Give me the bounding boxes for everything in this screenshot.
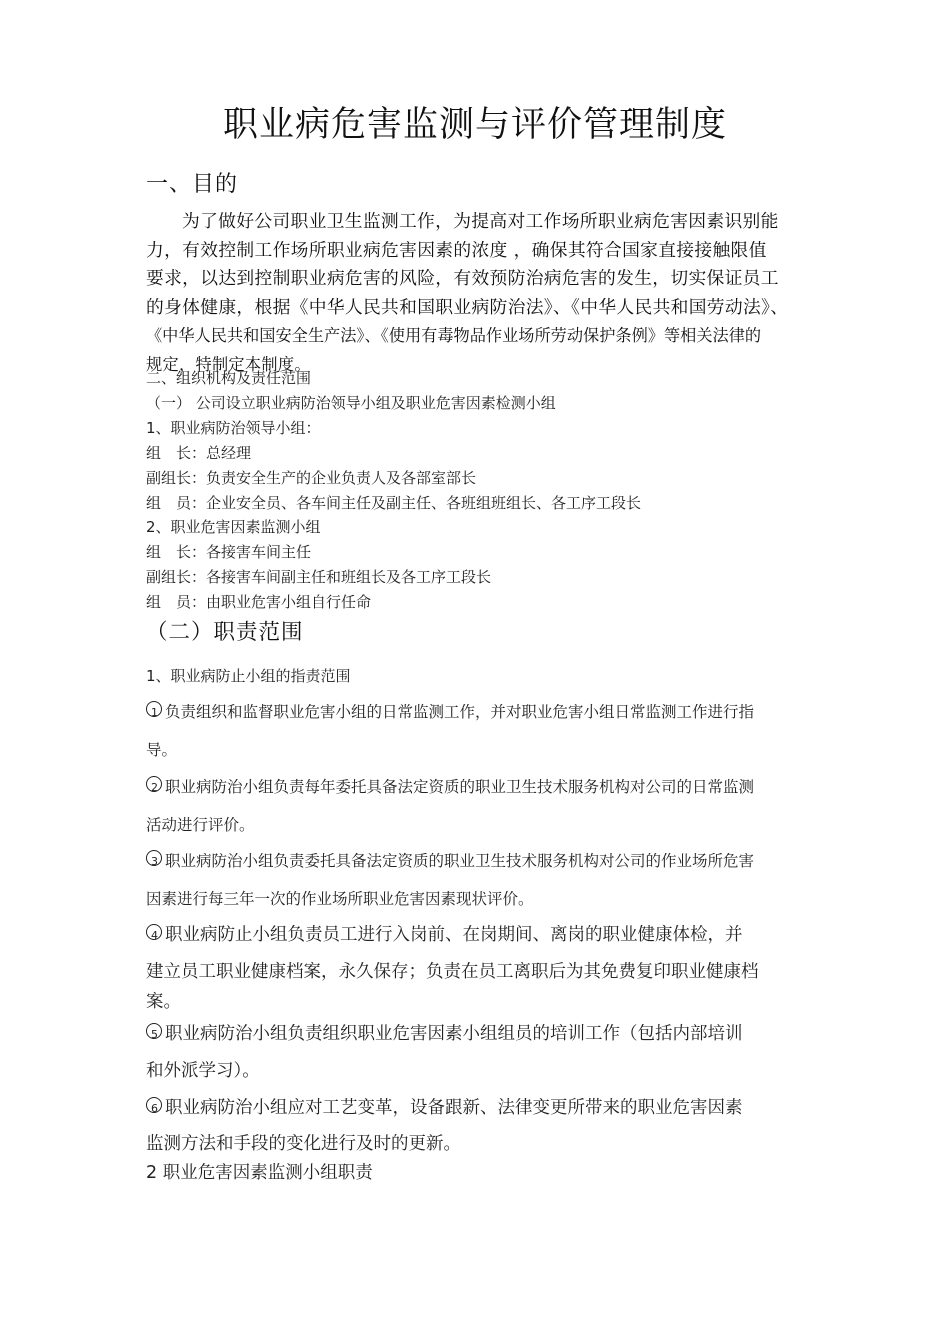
- list-item-line: [146, 842, 826, 880]
- list-item-line: 和外派学习）。: [146, 1061, 260, 1081]
- list-item: [146, 768, 826, 844]
- group-title: 2、职业危害因素监测小组: [146, 518, 321, 536]
- group-line: 组 员：由职业危害小组自行任命: [146, 593, 372, 611]
- list-item-line: [146, 918, 826, 952]
- list-item-text: 职业病防治小组负责组织职业危害因素小组组员的培训工作（包括内部培训: [165, 1024, 743, 1044]
- list-item: [146, 1090, 826, 1162]
- purpose-paragraph: [146, 208, 808, 379]
- purpose-line: 要求，以达到控制职业病危害的风险，有效预防治病危害的发生，切实保证员工: [146, 268, 779, 289]
- circled-number-icon: 1: [146, 699, 161, 721]
- list-item-line: 建立员工职业健康档案，永久保存；负责在员工离职后为其免费复印职业健康档: [146, 962, 759, 982]
- group-line: 副组长：负责安全生产的企业负责人及各部室部长: [146, 469, 477, 487]
- list-item-text: 职业病防治小组负责委托具备法定资质的职业卫生技术服务机构对公司的作业场所危害: [165, 852, 755, 870]
- list-item: [146, 1016, 826, 1090]
- list-item-line: [146, 1016, 826, 1052]
- section-heading-organization: 二、组织机构及责任范围: [146, 369, 312, 387]
- list-item-line: 监测方法和手段的变化进行及时的更新。: [146, 1134, 461, 1154]
- purpose-line: 的身体健康，根据《中华人民共和国职业病防治法》、《中华人民共和国劳动法》、: [146, 296, 789, 318]
- subsection-heading: （一） 公司设立职业病防治领导小组及职业危害因素检测小组: [146, 394, 556, 412]
- purpose-line: 规定，特制定本制度。: [146, 354, 311, 374]
- circled-number-icon: 5: [146, 1021, 161, 1043]
- list-item-line: 导。: [146, 741, 178, 759]
- purpose-line: 《中华人民共和国安全生产法》、《使用有毒物品作业场所劳动保护条例》等相关法律的: [146, 326, 762, 345]
- circled-number-icon: 3: [146, 848, 161, 870]
- list-item-line: [146, 693, 826, 731]
- document-title: 职业病危害监测与评价管理制度: [222, 105, 727, 145]
- subsection-heading: 1、职业病防止小组的指责范围: [146, 667, 351, 685]
- purpose-line: 为了做好公司职业卫生监测工作，为提高对工作场所职业病危害因素识别能: [182, 211, 779, 232]
- circled-number-icon: 6: [146, 1095, 161, 1117]
- group-line: 组 员：企业安全员、各车间主任及副主任、各班组班组长、各工序工段长: [146, 494, 642, 512]
- list-item-line: [146, 1090, 826, 1126]
- list-item-line: 因素进行每三年一次的作业场所职业危害因素现状评价。: [146, 890, 534, 908]
- group-title: 1、职业病防治领导小组：: [146, 419, 321, 437]
- list-item: [146, 918, 826, 1012]
- list-item-text: 职业病防治小组应对工艺变革，设备跟新、法律变更所带来的职业危害因素: [165, 1098, 743, 1118]
- list-item-line: [146, 768, 826, 806]
- list-item-text: 职业病防止小组负责员工进行入岗前、在岗期间、离岗的职业健康体检，并: [165, 925, 743, 945]
- circled-number-icon: 2: [146, 774, 161, 796]
- group-line: 组 长：各接害车间主任: [146, 543, 312, 561]
- section-heading-purpose: 一、目的: [146, 172, 239, 197]
- list-item-line: 活动进行评价。: [146, 816, 255, 834]
- group-line: 副组长：各接害车间副主任和班组长及各工序工段长: [146, 568, 492, 586]
- list-item-text: 负责组织和监督职业危害小组的日常监测工作，并对职业危害小组日常监测工作进行指: [165, 703, 755, 721]
- list-item: [146, 842, 826, 918]
- list-item-text: 职业病防治小组负责每年委托具备法定资质的职业卫生技术服务机构对公司的日常监测: [165, 778, 755, 796]
- group-line: 组 长：总经理: [146, 444, 252, 462]
- list-item-line: 案。: [146, 992, 181, 1012]
- subsection-heading: 2 职业危害因素监测小组职责: [146, 1163, 373, 1183]
- list-item: [146, 693, 826, 769]
- purpose-line: 力，有效控制工作场所职业病危害因素的浓度 ，确保其符合国家直接接触限值: [146, 239, 767, 261]
- section-heading-responsibilities: （二）职责范围: [146, 620, 304, 645]
- circled-number-icon: 4: [146, 922, 161, 944]
